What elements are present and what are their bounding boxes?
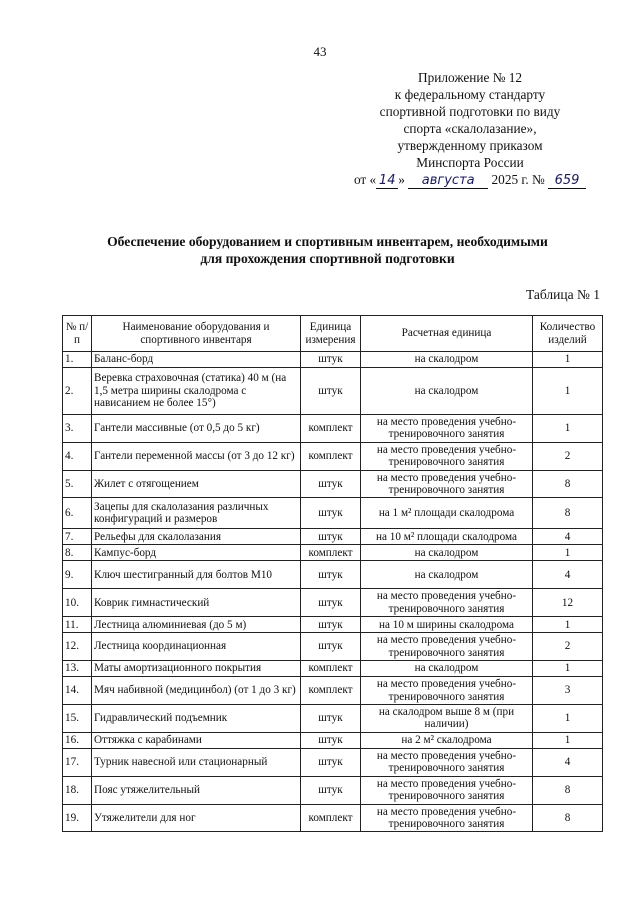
table-caption: Таблица № 1 [526, 287, 600, 302]
cell-num: 8. [63, 545, 92, 561]
appendix-line: утвержденному приказом [397, 138, 543, 153]
cell-qty: 1 [533, 705, 603, 733]
cell-basis: на скалодром [361, 545, 533, 561]
table-row [63, 748, 603, 776]
cell-unit: штук [301, 561, 361, 589]
cell-qty: 2 [533, 633, 603, 661]
cell-unit: штук [301, 589, 361, 617]
cell-num: 18. [63, 776, 92, 804]
cell-num: 10. [63, 589, 92, 617]
cell-num: 9. [63, 561, 92, 589]
cell-num: 4. [63, 442, 92, 470]
cell-qty: 1 [533, 415, 603, 443]
cell-num: 2. [63, 368, 92, 415]
table-row [63, 529, 603, 545]
title-line: для прохождения спортивной подготовки [200, 251, 455, 266]
cell-num: 6. [63, 498, 92, 529]
cell-qty: 8 [533, 804, 603, 832]
table-row [63, 442, 603, 470]
order-year: 2025 г. № [491, 172, 545, 187]
order-day-handwritten: 14 [376, 174, 398, 189]
table-row [63, 776, 603, 804]
cell-basis: на место проведения учебно-тренировочного занятия [361, 776, 533, 804]
cell-name: Лестница алюминиевая (до 5 м) [92, 617, 301, 633]
cell-name: Мяч набивной (медицинбол) (от 1 до 3 кг) [92, 677, 301, 705]
cell-unit: штук [301, 470, 361, 498]
cell-qty: 1 [533, 617, 603, 633]
cell-unit: штук [301, 529, 361, 545]
cell-qty: 8 [533, 470, 603, 498]
order-mid: » [398, 172, 405, 187]
cell-name: Лестница координационная [92, 633, 301, 661]
table-row [63, 470, 603, 498]
cell-basis: на скалодром [361, 561, 533, 589]
cell-basis: на место проведения учебно-тренировочного занятия [361, 677, 533, 705]
cell-num: 1. [63, 352, 92, 368]
cell-qty: 12 [533, 589, 603, 617]
cell-num: 11. [63, 617, 92, 633]
cell-name: Гантели переменной массы (от 3 до 12 кг) [92, 442, 301, 470]
cell-unit: комплект [301, 415, 361, 443]
cell-name: Маты амортизационного покрытия [92, 661, 301, 677]
order-number-handwritten: 659 [548, 174, 586, 189]
table-row [63, 368, 603, 415]
table-row [63, 732, 603, 748]
header-basis: Расчетная единица [361, 316, 533, 352]
table-row [63, 498, 603, 529]
header-name: Наименование оборудования и спортивного инвентаря [92, 316, 301, 352]
cell-basis: на место проведения учебно-тренировочного занятия [361, 442, 533, 470]
title-line: Обеспечение оборудованием и спортивным инвентарем, необходимыми [107, 234, 548, 249]
cell-name: Утяжелители для ног [92, 804, 301, 832]
appendix-line: Минспорта России [416, 155, 524, 170]
cell-qty: 4 [533, 561, 603, 589]
cell-name: Коврик гимнастический [92, 589, 301, 617]
cell-qty: 2 [533, 442, 603, 470]
cell-num: 19. [63, 804, 92, 832]
table-row [63, 633, 603, 661]
cell-qty: 1 [533, 352, 603, 368]
cell-num: 15. [63, 705, 92, 733]
cell-unit: штук [301, 498, 361, 529]
table-header-row [63, 316, 603, 352]
cell-unit: штук [301, 617, 361, 633]
table-row [63, 804, 603, 832]
cell-basis: на скалодром выше 8 м (при наличии) [361, 705, 533, 733]
cell-unit: комплект [301, 677, 361, 705]
table-row [63, 677, 603, 705]
cell-num: 14. [63, 677, 92, 705]
header-qty: Количество изделий [533, 316, 603, 352]
appendix-line: к федеральному стандарту [394, 87, 546, 102]
cell-basis: на место проведения учебно-тренировочного занятия [361, 470, 533, 498]
table-row [63, 589, 603, 617]
cell-unit: комплект [301, 442, 361, 470]
cell-qty: 1 [533, 732, 603, 748]
cell-unit: штук [301, 748, 361, 776]
cell-qty: 3 [533, 677, 603, 705]
cell-unit: штук [301, 633, 361, 661]
table-row [63, 561, 603, 589]
cell-name: Ключ шестигранный для болтов М10 [92, 561, 301, 589]
appendix-line: спортивной подготовки по виду [379, 104, 561, 119]
cell-num: 5. [63, 470, 92, 498]
cell-name: Зацепы для скалолазания различных конфигураций и размеров [92, 498, 301, 529]
cell-name: Веревка страховочная (статика) 40 м (на 1,5 метра ширины скалодрома с нависанием не более 15°) [92, 368, 301, 415]
cell-qty: 4 [533, 529, 603, 545]
cell-name: Баланс-борд [92, 352, 301, 368]
header-num: № п/п [63, 316, 92, 352]
document-title [40, 233, 615, 267]
cell-name: Турник навесной или стационарный [92, 748, 301, 776]
cell-num: 13. [63, 661, 92, 677]
cell-basis: на скалодром [361, 352, 533, 368]
cell-qty: 4 [533, 748, 603, 776]
appendix-block [330, 69, 610, 189]
cell-qty: 8 [533, 498, 603, 529]
cell-basis: на место проведения учебно-тренировочного занятия [361, 415, 533, 443]
order-prefix: от « [353, 172, 377, 187]
cell-name: Гидравлический подъемник [92, 705, 301, 733]
cell-unit: штук [301, 732, 361, 748]
header-unit: Единица измерения [301, 316, 361, 352]
table-row [63, 661, 603, 677]
cell-name: Жилет с отягощением [92, 470, 301, 498]
cell-unit: штук [301, 368, 361, 415]
cell-unit: комплект [301, 804, 361, 832]
cell-basis: на место проведения учебно-тренировочного занятия [361, 633, 533, 661]
appendix-line: спорта «скалолазание», [403, 121, 537, 136]
cell-unit: штук [301, 776, 361, 804]
table-row [63, 705, 603, 733]
cell-name: Гантели массивные (от 0,5 до 5 кг) [92, 415, 301, 443]
cell-num: 16. [63, 732, 92, 748]
cell-num: 17. [63, 748, 92, 776]
cell-basis: на 2 м² скалодрома [361, 732, 533, 748]
table-row [63, 545, 603, 561]
table-row [63, 415, 603, 443]
table-body [63, 352, 603, 832]
cell-num: 7. [63, 529, 92, 545]
cell-qty: 1 [533, 661, 603, 677]
cell-num: 3. [63, 415, 92, 443]
cell-name: Кампус-борд [92, 545, 301, 561]
cell-qty: 1 [533, 368, 603, 415]
cell-unit: комплект [301, 545, 361, 561]
cell-unit: штук [301, 705, 361, 733]
cell-basis: на место проведения учебно-тренировочного занятия [361, 804, 533, 832]
cell-num: 12. [63, 633, 92, 661]
cell-name: Оттяжка с карабинами [92, 732, 301, 748]
cell-basis: на скалодром [361, 368, 533, 415]
cell-name: Пояс утяжелительный [92, 776, 301, 804]
table-row [63, 352, 603, 368]
equipment-table [62, 315, 603, 832]
cell-basis: на место проведения учебно-тренировочного занятия [361, 748, 533, 776]
order-month-handwritten: августа [408, 174, 488, 189]
cell-basis: на место проведения учебно-тренировочного занятия [361, 589, 533, 617]
cell-qty: 8 [533, 776, 603, 804]
cell-qty: 1 [533, 545, 603, 561]
cell-basis: на 10 м ширины скалодрома [361, 617, 533, 633]
table-row [63, 617, 603, 633]
cell-basis: на 10 м² площади скалодрома [361, 529, 533, 545]
appendix-line: Приложение № 12 [418, 70, 522, 85]
cell-basis: на 1 м² площади скалодрома [361, 498, 533, 529]
cell-basis: на скалодром [361, 661, 533, 677]
cell-unit: штук [301, 352, 361, 368]
order-date-line [330, 171, 610, 189]
cell-name: Рельефы для скалолазания [92, 529, 301, 545]
page-number: 43 [313, 44, 327, 59]
cell-unit: комплект [301, 661, 361, 677]
